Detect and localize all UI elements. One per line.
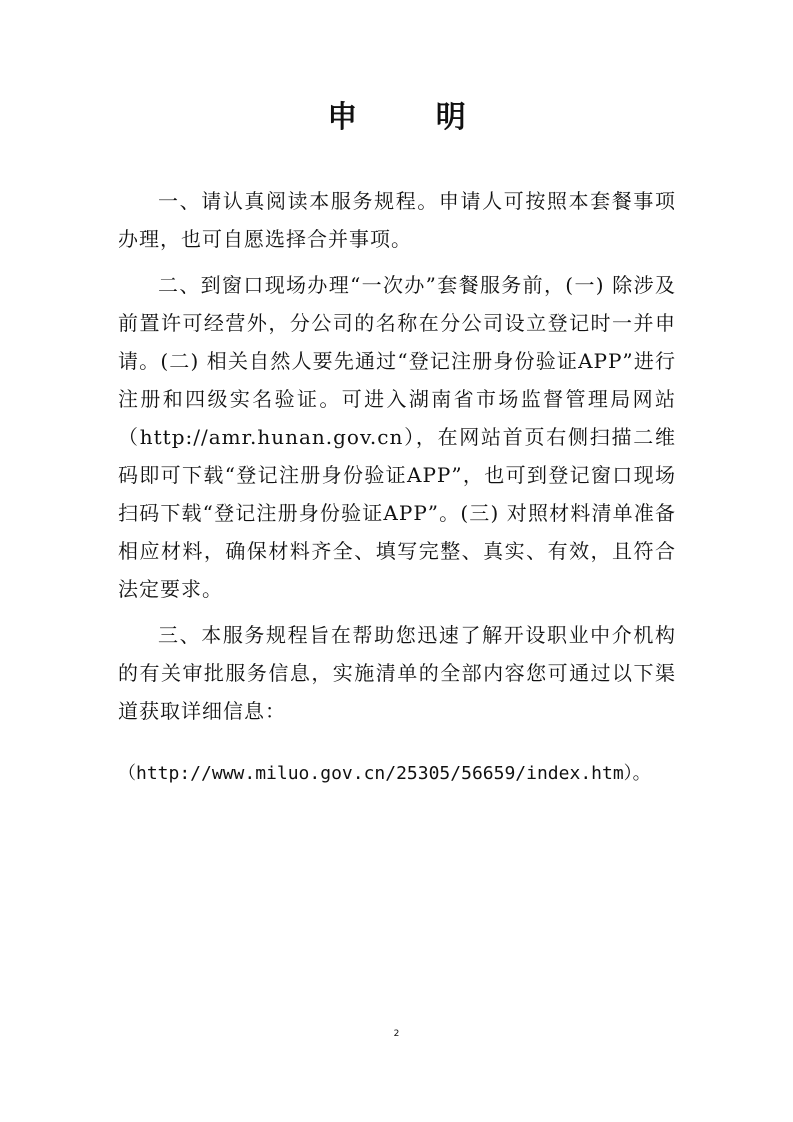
document-body — [118, 182, 676, 738]
paragraph-2: 二、到窗口现场办理“一次办”套餐服务前，(一) 除涉及前置许可经营外，分公司的名称在分公司设立登记时一并申请。(二) 相关自然人要先通过“登记注册身份验证APP”进行注册和四级实名验证。可进入湖南省市场监督管理局网站（http://amr.hunan.gov.cn），在网站首页右侧扫描二维码即可下载“登记注册身份验证APP”，也可到登记窗口现场扫码下载“登记注册身份验证APP”。(三) 对照材料清单准备相应材料，确保材料齐全、填写完整、真实、有效，且符合法定要求。 — [118, 273, 676, 601]
page-number: 2 — [393, 1029, 400, 1039]
document-title: 申 明 — [327, 100, 500, 135]
reference-url: （http://www.miluo.gov.cn/25305/56659/index.htm）。 — [118, 763, 651, 784]
paragraph-1: 一、请认真阅读本服务规程。申请人可按照本套餐事项办理，也可自愿选择合并事项。 — [118, 189, 676, 251]
paragraph-3: 三、本服务规程旨在帮助您迅速了解开设职业中介机构的有关审批服务信息，实施清单的全部内容您可通过以下渠道获取详细信息： — [118, 623, 676, 723]
